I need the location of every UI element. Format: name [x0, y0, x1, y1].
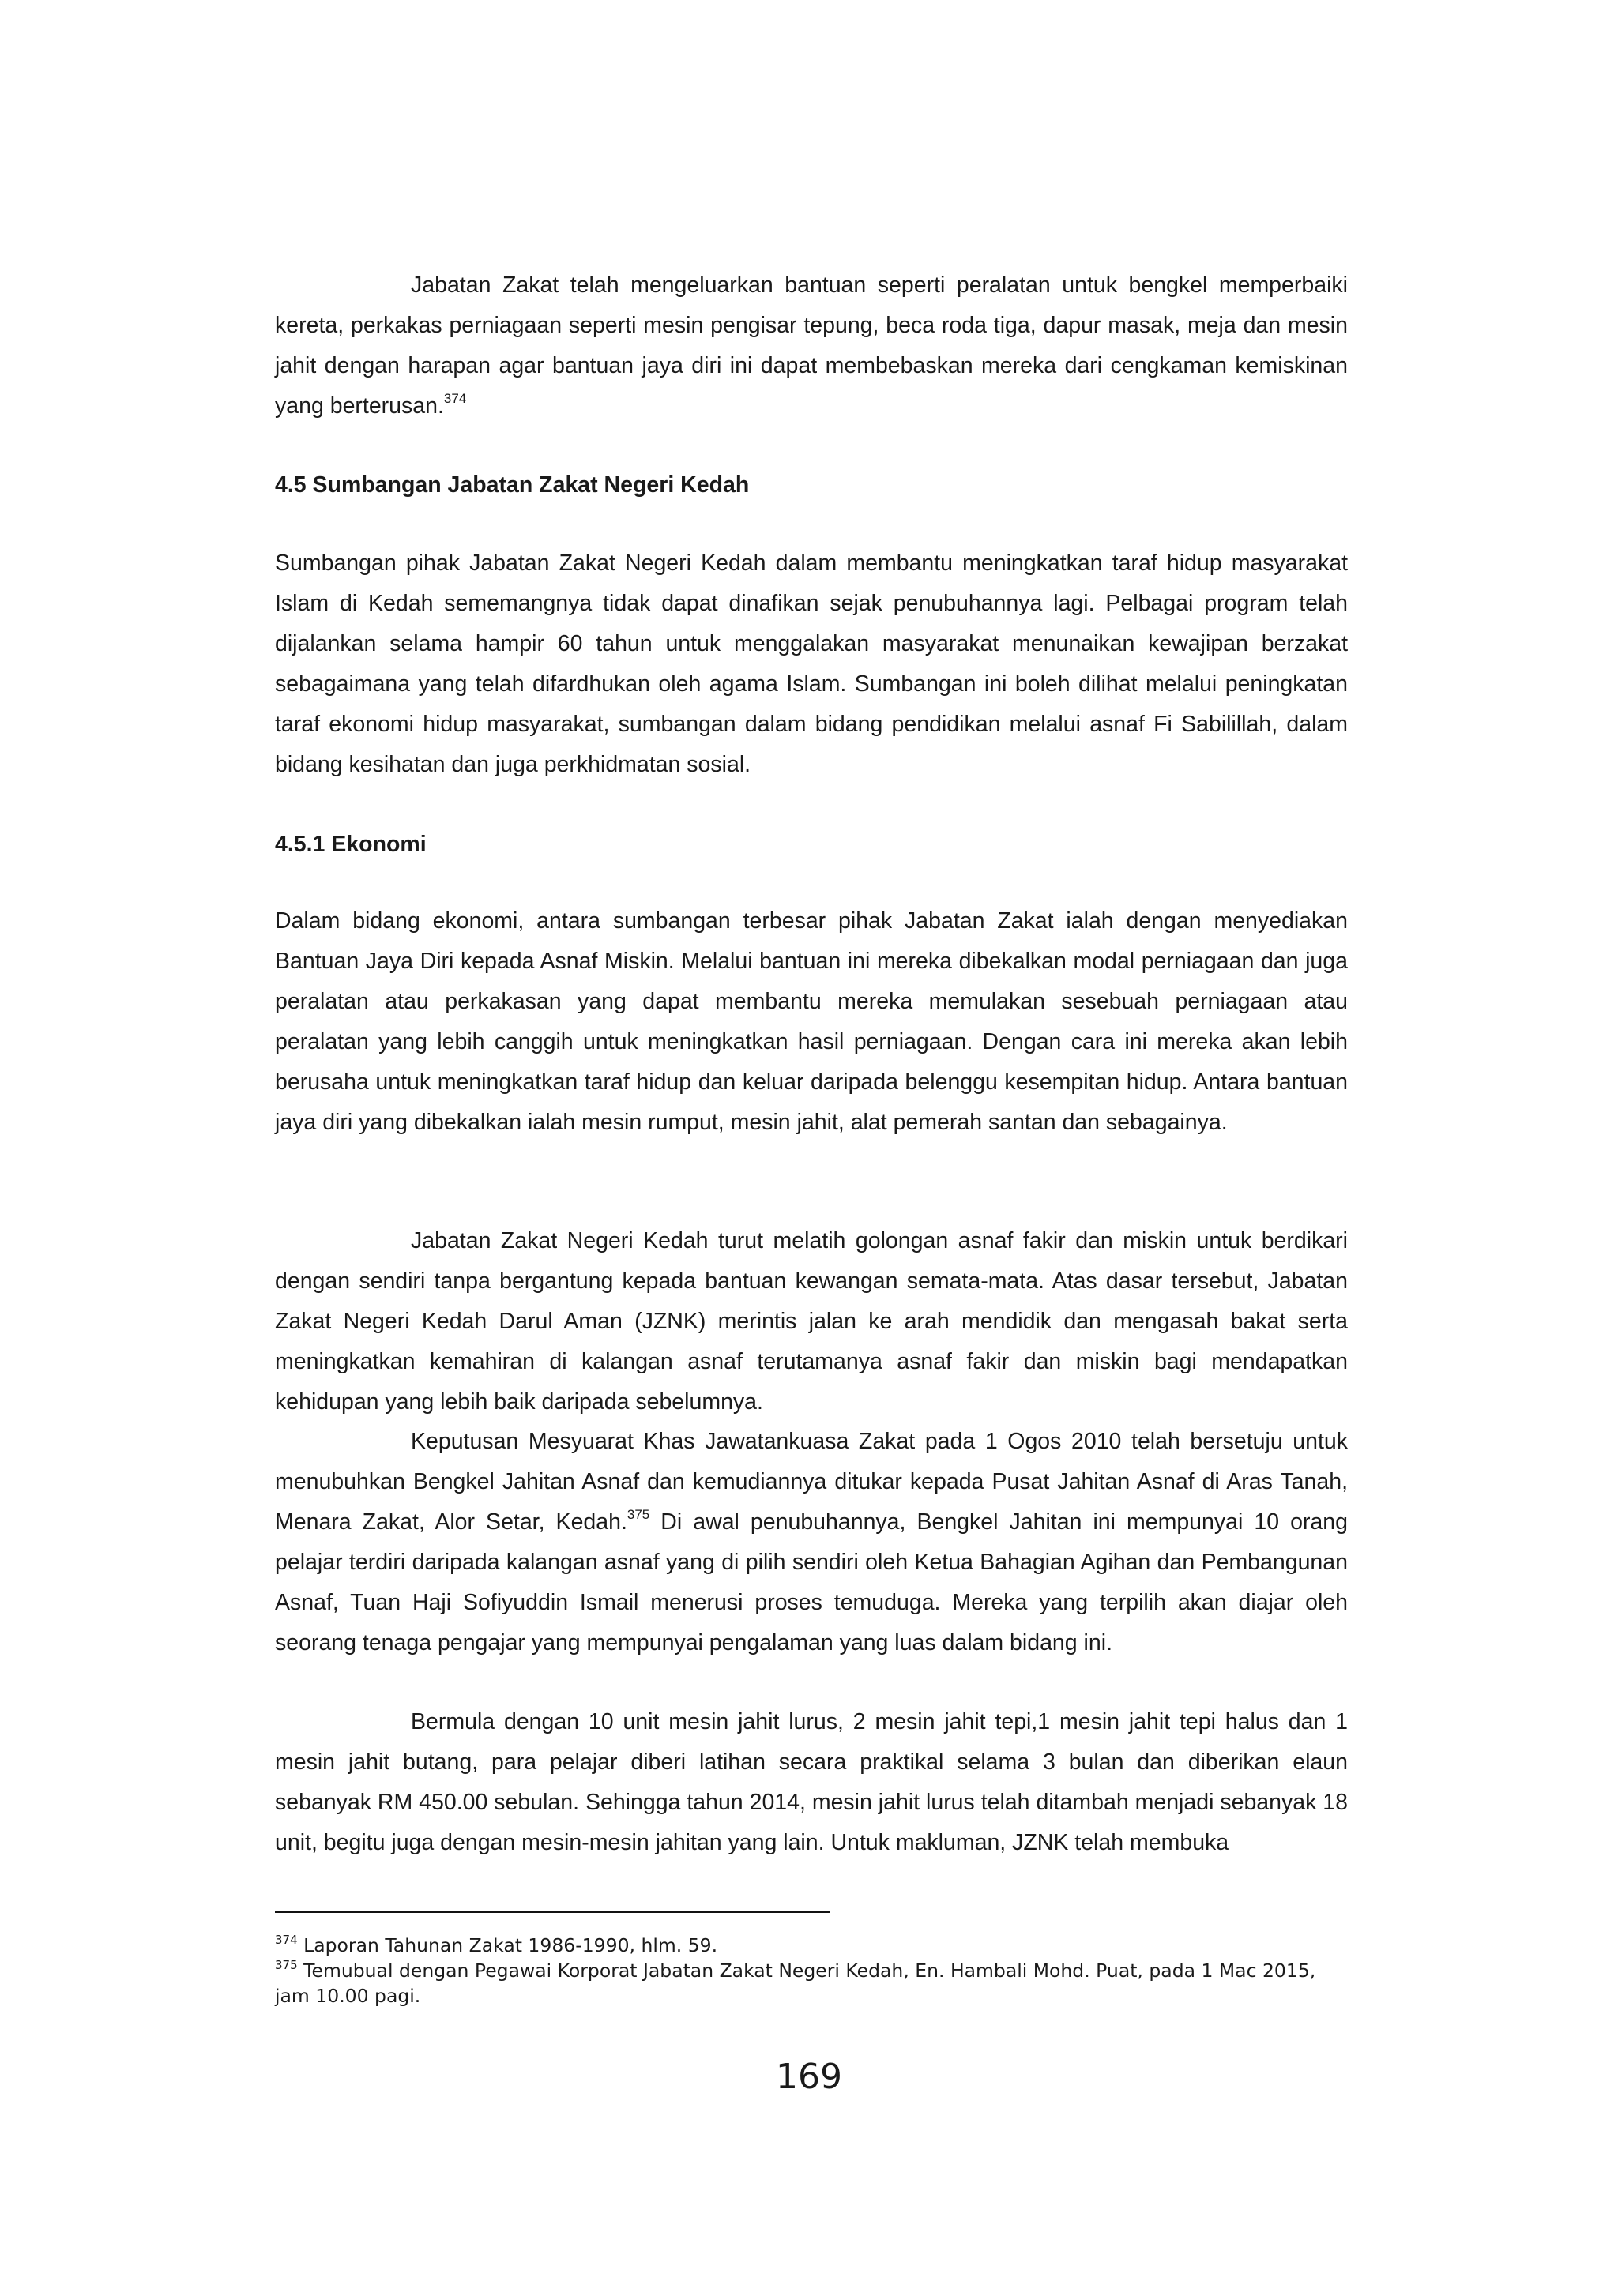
footnote-text: Laporan Tahunan Zakat 1986-1990, hlm. 59.	[303, 1934, 718, 1956]
paragraph-text: Jabatan Zakat telah mengeluarkan bantuan seperti peralatan untuk bengkel memperbaiki kereta, perkakas perniagaan seperti mesin pengisar tepung, beca roda tiga, dapur masak, meja dan mesin jahit dengan harapan agar bantuan jaya diri ini dapat membebaskan mereka dari cengkaman kemiskinan yang berterusan.	[275, 272, 1348, 419]
paragraph-ekonomi: Dalam bidang ekonomi, antara sumbangan terbesar pihak Jabatan Zakat ialah dengan menyediakan Bantuan Jaya Diri kepada Asnaf Miskin. Melalui bantuan ini mereka dibekalkan modal perniagaan dan juga peralatan atau perkakasan yang dapat membantu mereka memulakan sesebuah perniagaan atau peralatan yang lebih canggih untuk meningkatkan hasil perniagaan. Dengan cara ini mereka akan lebih berusaha untuk meningkatkan taraf hidup dan keluar daripada belenggu kesempitan hidup. Antara bantuan jaya diri yang dibekalkan ialah mesin rumput, mesin jahit, alat pemerah santan dan sebagainya.	[275, 908, 1348, 1135]
paragraph-text-before: Keputusan Mesyuarat Khas Jawatankuasa Zakat pada 1 Ogos 2010 telah bersetuju untuk menubuhkan Bengkel Jahitan Asnaf dan kemudiannya ditukar kepada Pusat Jahitan Asnaf di Aras Tanah, Menara Zakat, Alor Setar, Kedah.	[275, 1429, 1348, 1535]
paragraph-sumbangan: Sumbangan pihak Jabatan Zakat Negeri Kedah dalam membantu meningkatkan taraf hidup masyarakat Islam di Kedah sememangnya tidak dapat dinafikan sejak penubuhannya lagi. Pelbagai program telah dijalankan selama hampir 60 tahun untuk menggalakan masyarakat menunaikan kewajipan berzakat sebagaimana yang telah difardhukan oleh agama Islam. Sumbangan ini boleh dilihat melalui peningkatan taraf ekonomi hidup masyarakat, sumbangan dalam bidang pendidikan melalui asnaf Fi Sabilillah, dalam bidang kesihatan dan juga perkhidmatan sosial.	[275, 551, 1348, 777]
footnote-number: 374	[275, 1933, 298, 1947]
page-number: 169	[776, 2057, 842, 2097]
section-heading-4-5: 4.5 Sumbangan Jabatan Zakat Negeri Kedah	[275, 472, 750, 498]
paragraph-latihan-asnaf: Jabatan Zakat Negeri Kedah turut melatih golongan asnaf fakir dan miskin untuk berdikari dengan sendiri tanpa bergantung kepada bantuan kewangan semata-mata. Atas dasar tersebut, Jabatan Zakat Negeri Kedah Darul Aman (JZNK) merintis jalan ke arah mendidik dan mengasah bakat serta meningkatkan kemahiran di kalangan asnaf terutamanya asnaf fakir dan miskin bagi mendapatkan kehidupan yang lebih baik daripada sebelumnya.	[275, 1228, 1348, 1415]
paragraph-keputusan-mesyuarat	[275, 1422, 1348, 1663]
footnote-374	[275, 1933, 1349, 1958]
footnotes	[275, 1933, 1349, 2009]
paragraph-bantuan-peralatan	[275, 265, 1348, 427]
footnote-ref-375: 375	[627, 1507, 650, 1522]
footnote-ref-374: 374	[443, 391, 467, 406]
section-heading-4-5-1: 4.5.1 Ekonomi	[275, 832, 427, 857]
footnote-375	[275, 1958, 1349, 2009]
footnote-text: Temubual dengan Pegawai Korporat Jabatan Zakat Negeri Kedah, En. Hambali Mohd. Puat, pada 1 Mac 2015, jam 10.00 pagi.	[275, 1960, 1316, 2007]
paragraph-text-after: Di awal penubuhannya, Bengkel Jahitan ini mempunyai 10 orang pelajar terdiri daripada kalangan asnaf yang di pilih sendiri oleh Ketua Bahagian Agihan dan Pembangunan Asnaf, Tuan Haji Sofiyuddin Ismail menerusi proses temuduga. Mereka yang terpilih akan diajar oleh seorang tenaga pengajar yang mempunyai pengalaman yang luas dalam bidang ini.	[275, 1509, 1348, 1655]
paragraph-mesin-jahit: Bermula dengan 10 unit mesin jahit lurus, 2 mesin jahit tepi,1 mesin jahit tepi halus dan 1 mesin jahit butang, para pelajar diberi latihan secara praktikal selama 3 bulan dan diberikan elaun sebanyak RM 450.00 sebulan. Sehingga tahun 2014, mesin jahit lurus telah ditambah menjadi sebanyak 18 unit, begitu juga dengan mesin-mesin jahitan yang lain. Untuk makluman, JZNK telah membuka	[275, 1709, 1348, 1855]
footnote-separator	[275, 1911, 830, 1913]
footnote-number: 375	[275, 1958, 298, 1972]
